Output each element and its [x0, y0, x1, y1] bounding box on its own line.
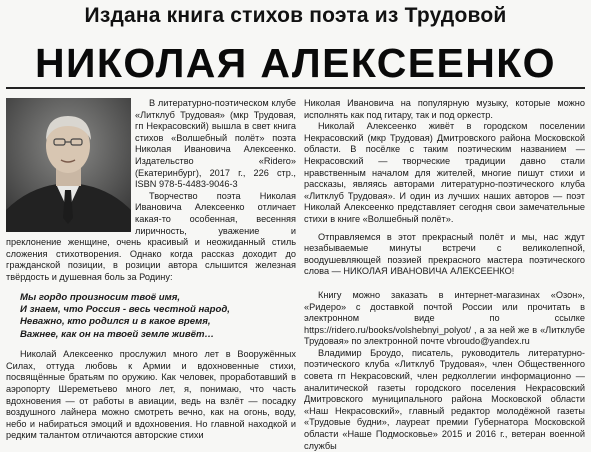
headline: Издана книга стихов поэта из Трудовой — [84, 4, 507, 27]
service-paragraph: Николай Алексеенко прослужил много лет в Вооружённых Силах, оттуда любовь к Армии и вдохновенные стихи, посвящённые братьям по оружию. Как человек, проработавший в аэропорту Шереметьево много лет, я, понимаю, что часть вдохновения — от работы в авиации, ведь на взлёт — посадку воздушного лайнера можно смотреть вечно, как на огонь, воду, небо и набираться эмоций и вдохновения. Но главной находкой и редким талантом отличаются авторские стихи — [6, 349, 296, 441]
invitation-paragraph: Отправляемся в этот прекрасный полёт и мы, нас ждут незабываемые минуты встречи с великолепной, воодушевляющей поэзией прекрасного мастера поэтического слова — НИКОЛАЯ ИВАНОВИЧА АЛЕКСЕЕНКО! — [304, 231, 585, 277]
intro-paragraph: В литературно-поэтическом клубе «Литклуб Трудовая» (мкр Трудовая, гп Некрасовский) вышла в свет книга стихов «Волшебный полёт» поэта Николая Ивановича Алексеенко. Издательство «Ridero» (Екатеринбург), 2017 г., 226 стр., ISBN 978-5-4483-9046-3 — [135, 98, 296, 190]
left-column — [6, 98, 296, 442]
order-paragraph: Книгу можно заказать в интернет-магазинах «Озон», «Ридеро» с доставкой почтой России или прочитать в электронном виде по ссылке https://ridero.ru/books/volshebnyi_polyot/ , а за ней же в «Литклубе Трудовая» по электронной почте vbroudo@yandex.ru — [304, 289, 585, 347]
poem-line: Важнее, как он на твоей земле живёт… — [20, 328, 215, 340]
style-paragraph: Творчество поэта Николая Ивановича Алексеенко отличает какая-то особенная, весенняя лиричность, уважение и преклонение женщине, очень красивый и неожиданный стиль сложения стихотворения. Однако когда рассказ доходит до гражданской позиции, в розиции автора слышится железная твёрдость и душевная боль за Родину: — [6, 190, 296, 282]
poem-line: Неважно, кто родился и в какое время, — [20, 316, 211, 328]
residence-paragraph: Николай Алексеенко живёт в городском поселении Некрасовский (мкр Трудовая) Дмитровского района Московской области. В посёлке с таким поэтическим названием — Некрасовский — творческие традиции давно стали нравственным началом для жителей, многие пишут стихи и рассказы, являясь авторами литературно-поэтического клуба «Литклуб Трудовая». И один из лучших наших авторов — поэт Николай Алексеенко представляет сегодня свои замечательные стихи в книге «Волшебный полёт». — [304, 121, 585, 224]
poem-line: И знаем, что Россия - весь честной народ, — [20, 303, 230, 315]
divider-rule — [6, 87, 585, 89]
author-signature-paragraph: Владимир Броудо, писатель, руководитель литературно-поэтического клуба «Литклуб Трудовая», член Общественного совета гп Некрасовский, член редколлегии информационно — аналитической газеты городского поселения Некрасовский Дмитровского муниципального района Московской области «Наш Некрасовский», главный редактор молодёжной газеты «Трудовые будни», лауреат премии Губернатора Московской области «Наше Подмосковье» 2015 и 2016 г., ветеран военной службы — [304, 347, 585, 451]
poem-quote — [20, 292, 296, 342]
music-paragraph: Николая Ивановича на популярную музыку, которые можно исполнять как под гитару, так и под оркестр. — [304, 98, 585, 120]
poem-line: Мы гордо произносим твоё имя, — [20, 291, 181, 303]
right-column — [304, 98, 585, 452]
name-banner: НИКОЛАЯ АЛЕКСЕЕНКО — [35, 40, 556, 86]
